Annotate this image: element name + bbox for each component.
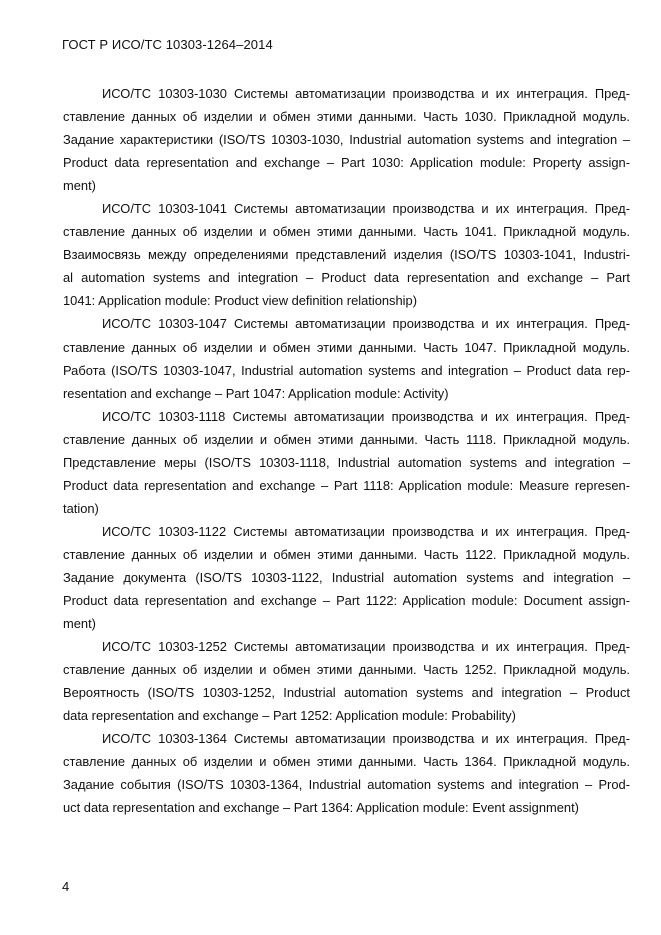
text-line: Взаимосвязь между определениями представлений изделия (ISO/TS 10303-1041, Industri- [63,247,630,263]
text-line: ment) [63,616,96,632]
text-line: ИСО/ТС 10303-1122 Системы автоматизации производства и их интеграция. Пред- [102,523,630,539]
document-header: ГОСТ Р ИСО/ТС 10303-1264–2014 [62,37,273,52]
text-line: resentation and exchange – Part 1047: Application module: Activity) [63,385,449,401]
text-line: uct data representation and exchange – Part 1364: Application module: Event assignment) [63,800,579,816]
text-line: ставление данных об изделии и обмен этими данными. Часть 1364. Прикладной модуль. [63,754,630,770]
text-line: Product data representation and exchange – Part 1030: Application module: Property assign- [63,155,630,171]
reference-entry [63,82,630,197]
text-line: Задание документа (ISO/TS 10303-1122, Industrial automation systems and integration – [63,569,630,585]
text-line: ИСО/ТС 10303-1364 Системы автоматизации производства и их интеграция. Пред- [102,731,630,747]
reference-entry [63,312,630,404]
text-line: ИСО/ТС 10303-1047 Системы автоматизации производства и их интеграция. Пред- [102,316,630,332]
page-number: 4 [62,879,70,894]
text-line: ИСО/ТС 10303-1041 Системы автоматизации производства и их интеграция. Пред- [102,201,630,217]
text-line: ИСО/ТС 10303-1252 Системы автоматизации производства и их интеграция. Пред- [102,639,630,655]
text-line: ставление данных об изделии и обмен этими данными. Часть 1252. Прикладной модуль. [63,662,630,678]
text-line: ставление данных об изделии и обмен этими данными. Часть 1122. Прикладной модуль. [63,546,630,562]
reference-entry [63,635,630,727]
text-line: ставление данных об изделии и обмен этими данными. Часть 1030. Прикладной модуль. [63,109,630,125]
text-line: Задание события (ISO/TS 10303-1364, Industrial automation systems and integration – Prod- [63,777,630,793]
reference-list [63,82,630,820]
text-line: 1041: Application module: Product view definition relationship) [63,293,417,309]
reference-entry [63,405,630,520]
text-line: ment) [63,178,96,194]
text-line: Product data representation and exchange – Part 1122: Application module: Document assign- [63,593,630,609]
text-line: Вероятность (ISO/TS 10303-1252, Industrial automation systems and integration – Product [63,685,630,701]
text-line: ИСО/ТС 10303-1030 Системы автоматизации производства и их интеграция. Пред- [102,86,630,101]
text-line: Представление меры (ISO/TS 10303-1118, Industrial automation systems and integration – [63,454,630,470]
text-line: ставление данных об изделии и обмен этими данными. Часть 1041. Прикладной модуль. [63,224,630,240]
text-line: data representation and exchange – Part 1252: Application module: Probability) [63,708,516,724]
text-line: tation) [63,500,99,516]
text-line: ставление данных об изделии и обмен этими данными. Часть 1118. Прикладной модуль. [63,431,630,447]
reference-entry [63,727,630,819]
text-line: ИСО/ТС 10303-1118 Системы автоматизации производства и их интеграция. Пред- [102,408,630,424]
reference-entry [63,520,630,635]
text-line: al automation systems and integration – Product data representation and exchange – Part [63,270,630,286]
text-line: Задание характеристики (ISO/TS 10303-1030, Industrial automation systems and integration – [63,132,630,148]
text-line: Product data representation and exchange – Part 1118: Application module: Measure represen- [63,477,630,493]
reference-entry [63,197,630,312]
text-line: Работа (ISO/TS 10303-1047, Industrial automation systems and integration – Product data rep- [63,362,630,378]
text-line: ставление данных об изделии и обмен этими данными. Часть 1047. Прикладной модуль. [63,339,630,355]
